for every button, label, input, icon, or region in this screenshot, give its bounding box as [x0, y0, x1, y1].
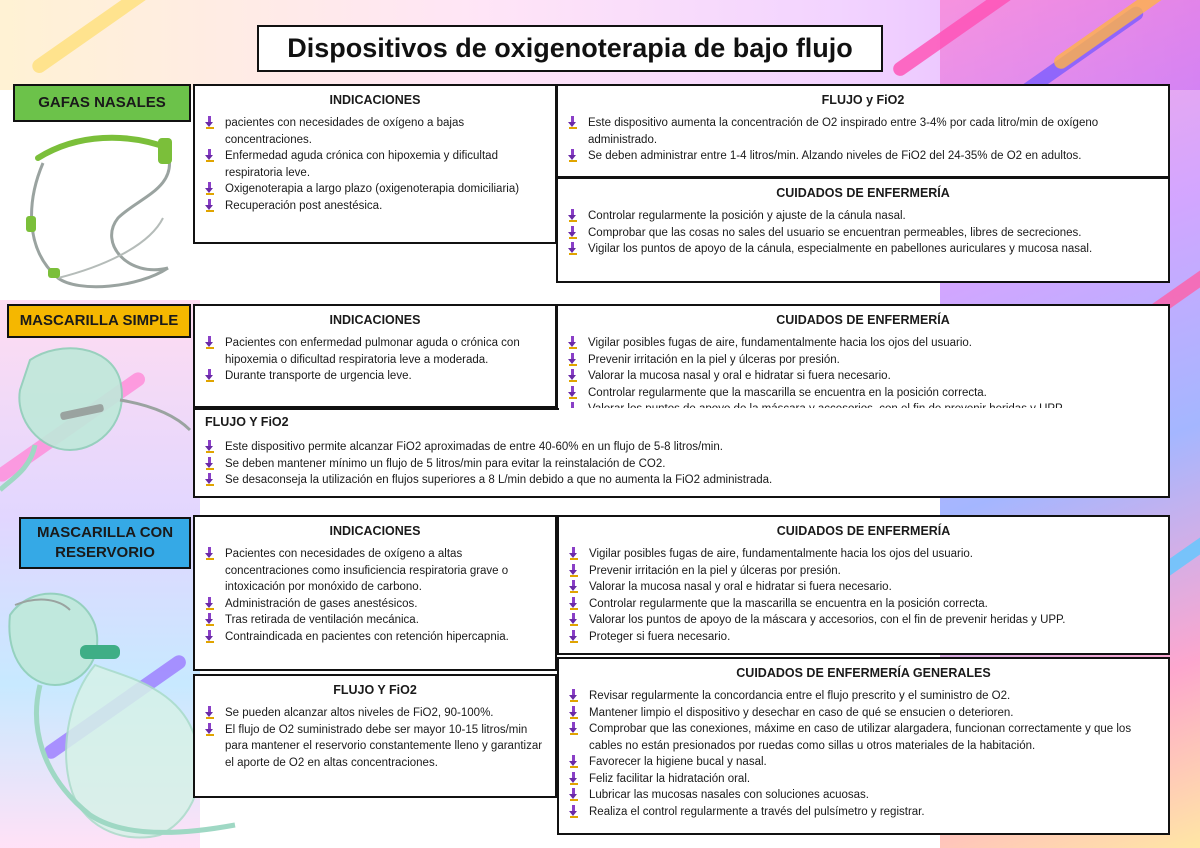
list-item: Pacientes con necesidades de oxígeno a altas concentraciones como insuficiencia respiratoria grave o intoxicación por monóxido de carbono. [225, 546, 543, 596]
section-label-gafas-nasales: GAFAS NASALES [13, 84, 191, 122]
bullet-icon [205, 547, 215, 559]
bullet-icon [205, 473, 215, 485]
bullet-icon [205, 116, 215, 128]
list-item: Valorar los puntos de apoyo de la máscara y accesorios, con el fin de prevenir heridas y UPP. [589, 612, 1156, 629]
list-item: Vigilar los puntos de apoyo de la cánula, especialmente en pabellones auriculares y mucosa nasal. [588, 241, 1156, 258]
bullet-icon [569, 597, 579, 609]
gafas-flujo-box [556, 84, 1170, 178]
bullet-icon [568, 353, 578, 365]
list-item: Favorecer la higiene bucal y nasal. [589, 754, 1156, 771]
list-item: Este dispositivo aumenta la concentración de O2 inspirado entre 3-4% por cada litro/min de oxígeno administrado. [588, 115, 1156, 148]
list-item: Contraindicada en pacientes con retención hipercapnia. [225, 629, 543, 646]
bullet-icon [205, 613, 215, 625]
gafas-cuidados-list [558, 208, 1168, 258]
bullet-icon [569, 547, 579, 559]
gafas-flujo-list [558, 115, 1168, 165]
reservorio-flujo-list [195, 705, 555, 771]
reservorio-indicaciones-header: INDICACIONES [329, 524, 421, 538]
list-item: pacientes con necesidades de oxígeno a bajas concentraciones. [225, 115, 543, 148]
bullet-icon [569, 630, 579, 642]
bullet-icon [569, 755, 579, 767]
bullet-icon [569, 722, 579, 734]
generales-cuidados-box [557, 657, 1170, 835]
reservorio-flujo-header: FLUJO Y FiO2 [333, 683, 417, 697]
bullet-icon [205, 630, 215, 642]
list-item: El flujo de O2 suministrado debe ser mayor 10-15 litros/min para mantener el reservorio constantemente lleno y garantizar el aporte de O2 en altas concentraciones. [225, 722, 543, 772]
list-item: Prevenir irritación en la piel y úlceras por presión. [589, 563, 1156, 580]
bullet-icon [569, 772, 579, 784]
list-item: Durante transporte de urgencia leve. [225, 368, 543, 385]
bullet-icon [568, 209, 578, 221]
list-item: Revisar regularmente la concordancia entre el flujo prescrito y el suministro de O2. [589, 688, 1156, 705]
reservorio-cuidados-box [557, 515, 1170, 655]
list-item: Enfermedad aguda crónica con hipoxemia y dificultad respiratoria leve. [225, 148, 543, 181]
simple-flujo-header: FLUJO Y FiO2 [205, 415, 289, 429]
list-item: Feliz facilitar la hidratación oral. [589, 771, 1156, 788]
gafas-indicaciones-box [193, 84, 557, 244]
bullet-icon [205, 457, 215, 469]
reservorio-indicaciones-list [195, 546, 555, 645]
bullet-icon [568, 386, 578, 398]
list-item: Este dispositivo permite alcanzar FiO2 aproximadas de entre 40-60% en un flujo de 5-8 litros/min. [225, 439, 1156, 456]
list-item: Realiza el control regularmente a través del pulsímetro y registrar. [589, 804, 1156, 821]
bullet-icon [569, 805, 579, 817]
bullet-icon [205, 336, 215, 348]
simple-cuidados-header: CUIDADOS DE ENFERMERÍA [776, 313, 950, 327]
section-label-mascarilla-simple: MASCARILLA SIMPLE [7, 304, 191, 338]
bullet-icon [568, 226, 578, 238]
generales-cuidados-header: CUIDADOS DE ENFERMERÍA GENERALES [736, 666, 991, 680]
list-item: Vigilar posibles fugas de aire, fundamentalmente hacia los ojos del usuario. [588, 335, 1156, 352]
bullet-icon [569, 613, 579, 625]
bullet-icon [205, 199, 215, 211]
list-item: Vigilar posibles fugas de aire, fundamentalmente hacia los ojos del usuario. [589, 546, 1156, 563]
simple-flujo-list [195, 439, 1168, 489]
list-item: Mantener limpio el dispositivo y desechar en caso de qué se ensucien o deterioren. [589, 705, 1156, 722]
list-item: Controlar regularmente la posición y ajuste de la cánula nasal. [588, 208, 1156, 225]
simple-flujo-box [193, 408, 1170, 498]
list-item: Valorar la mucosa nasal y oral e hidratar si fuera necesario. [588, 368, 1156, 385]
reservorio-cuidados-header: CUIDADOS DE ENFERMERÍA [776, 524, 951, 538]
simple-indicaciones-list [195, 335, 555, 385]
simple-indicaciones-box [193, 304, 557, 408]
bullet-icon [569, 580, 579, 592]
gafas-cuidados-header: CUIDADOS DE ENFERMERÍA [776, 186, 950, 200]
list-item: Proteger si fuera necesario. [589, 629, 1156, 646]
bullet-icon [205, 723, 215, 735]
bullet-icon [205, 706, 215, 718]
generales-cuidados-list [559, 688, 1168, 820]
bullet-icon [205, 149, 215, 161]
bullet-icon [205, 182, 215, 194]
bullet-icon [569, 564, 579, 576]
list-item: Tras retirada de ventilación mecánica. [225, 612, 543, 629]
list-item: Se desaconseja la utilización en flujos superiores a 8 L/min debido a que no aumenta la FiO2 administrada. [225, 472, 1156, 489]
gafas-indicaciones-header: INDICACIONES [329, 93, 421, 107]
list-item: Recuperación post anestésica. [225, 198, 543, 215]
list-item: Valorar la mucosa nasal y oral e hidratar si fuera necesario. [589, 579, 1156, 596]
simple-indicaciones-header: INDICACIONES [329, 313, 421, 327]
bullet-icon [568, 242, 578, 254]
bullet-icon [205, 369, 215, 381]
bullet-icon [569, 788, 579, 800]
list-item: Comprobar que las cosas no sales del usuario se encuentran permeables, libres de secreciones. [588, 225, 1156, 242]
list-item: Prevenir irritación en la piel y úlceras por presión. [588, 352, 1156, 369]
list-item: Oxigenoterapia a largo plazo (oxigenoterapia domiciliaria) [225, 181, 543, 198]
section-label-mascarilla-reservorio: MASCARILLA CON RESERVORIO [19, 517, 191, 569]
reservorio-cuidados-list [559, 546, 1168, 645]
list-item: Se pueden alcanzar altos niveles de FiO2, 90-100%. [225, 705, 543, 722]
bullet-icon [568, 149, 578, 161]
list-item: Controlar regularmente que la mascarilla se encuentra en la posición correcta. [589, 596, 1156, 613]
bullet-icon [568, 336, 578, 348]
list-item: Se deben mantener mínimo un flujo de 5 litros/min para evitar la reinstalación de CO2. [225, 456, 1156, 473]
reservorio-flujo-box [193, 674, 557, 798]
nasal-cannula-illustration [18, 128, 193, 298]
list-item: Lubricar las mucosas nasales con soluciones acuosas. [589, 787, 1156, 804]
simple-mask-illustration [0, 340, 195, 500]
bullet-icon [205, 440, 215, 452]
bullet-icon [568, 116, 578, 128]
gafas-cuidados-box [556, 177, 1170, 283]
bullet-icon [569, 706, 579, 718]
gafas-indicaciones-list [195, 115, 555, 214]
reservorio-indicaciones-box [193, 515, 557, 671]
list-item: Controlar regularmente que la mascarilla se encuentra en la posición correcta. [588, 385, 1156, 402]
bullet-icon [205, 597, 215, 609]
list-item: Comprobar que las conexiones, máxime en caso de utilizar alargadera, funcionan correctamente y que los cables no están presionados por ruedas como sillas u otros materiales de la habitación. [589, 721, 1156, 754]
list-item: Pacientes con enfermedad pulmonar aguda o crónica con hipoxemia o dificultad respiratoria leve a moderada. [225, 335, 543, 368]
bullet-icon [569, 689, 579, 701]
bullet-icon [568, 369, 578, 381]
page-title: Dispositivos de oxigenoterapia de bajo flujo [257, 25, 883, 72]
list-item: Se deben administrar entre 1-4 litros/min. Alzando niveles de FiO2 del 24-35% de O2 en adultos. [588, 148, 1156, 165]
gafas-flujo-header: FLUJO y FiO2 [821, 93, 905, 107]
list-item: Administración de gases anestésicos. [225, 596, 543, 613]
